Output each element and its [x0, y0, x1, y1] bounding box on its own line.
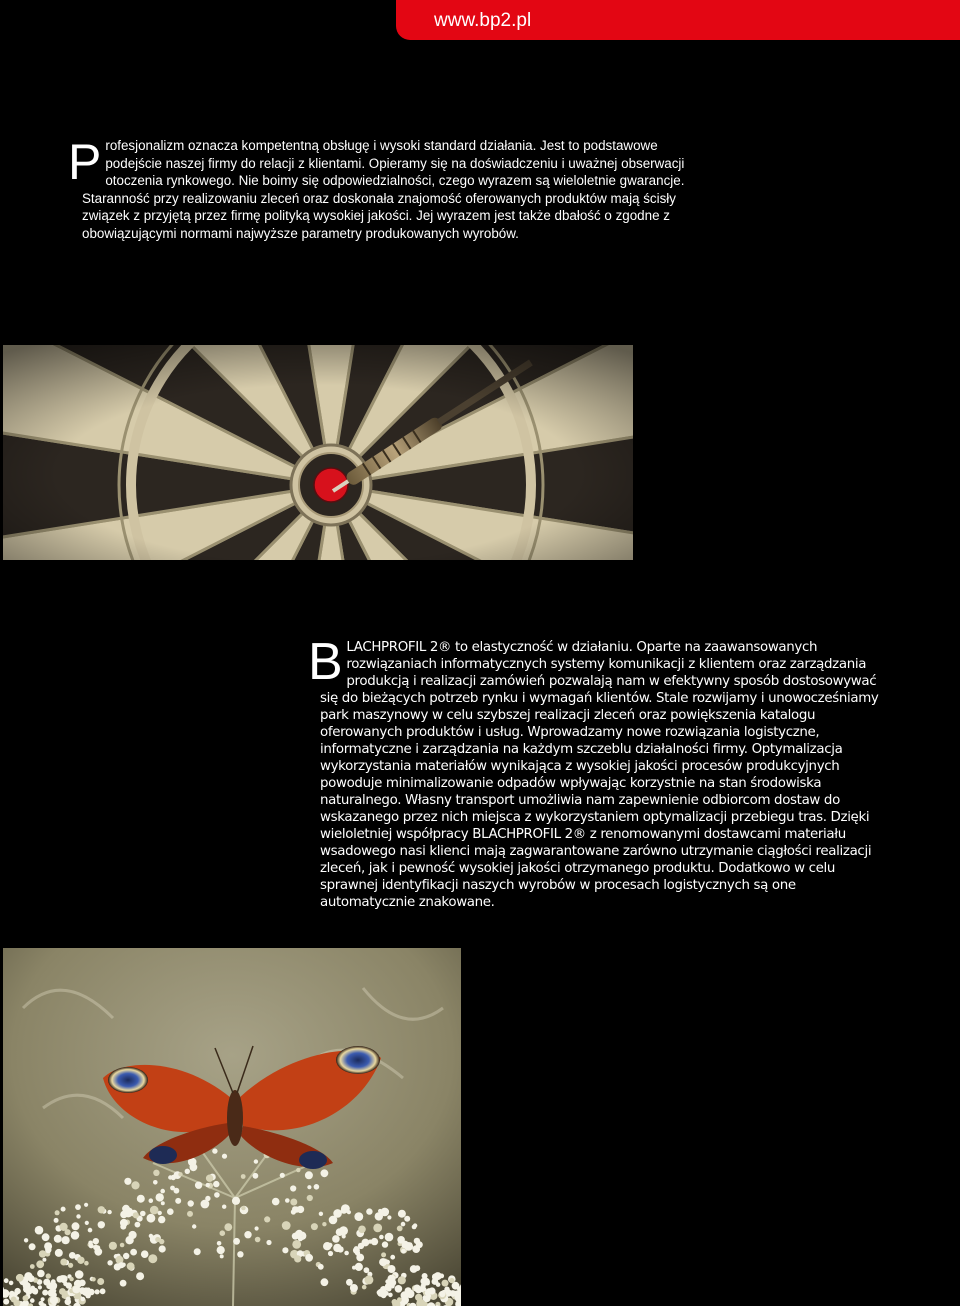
flower-floret	[150, 1206, 159, 1215]
flower-floret	[425, 1290, 430, 1295]
flower-floret	[344, 1251, 349, 1256]
flower-floret	[318, 1264, 324, 1270]
flower-floret	[241, 1174, 246, 1179]
flower-floret	[185, 1169, 190, 1174]
flower-floret	[69, 1252, 76, 1259]
flower-floret	[97, 1278, 104, 1285]
flower-floret	[75, 1204, 81, 1210]
flower-floret	[192, 1224, 196, 1228]
flower-floret	[328, 1251, 333, 1256]
flower-floret	[46, 1273, 51, 1278]
flower-floret	[88, 1289, 95, 1296]
flower-floret	[41, 1297, 45, 1301]
website-url[interactable]: www.bp2.pl	[434, 10, 532, 31]
flower-floret	[98, 1206, 105, 1213]
flower-floret	[332, 1235, 340, 1243]
flower-floret	[61, 1207, 66, 1212]
flower-floret	[107, 1260, 112, 1265]
flower-floret	[224, 1223, 232, 1231]
flower-floret	[362, 1239, 370, 1247]
flower-floret	[319, 1212, 323, 1216]
flower-floret	[85, 1221, 89, 1225]
flower-floret	[321, 1278, 329, 1286]
flower-floret	[387, 1215, 391, 1219]
flower-floret	[212, 1148, 217, 1153]
flower-floret	[42, 1233, 50, 1241]
flower-floret	[36, 1260, 44, 1268]
dartboard-photo	[3, 345, 633, 560]
flower-floret	[77, 1257, 84, 1264]
flower-floret	[454, 1290, 461, 1297]
flower-floret	[255, 1237, 261, 1243]
flower-floret	[89, 1243, 94, 1248]
flower-floret	[432, 1274, 438, 1280]
flower-floret	[39, 1250, 46, 1257]
intro-dropcap: P	[68, 134, 102, 190]
flower-floret	[161, 1201, 165, 1205]
flower-floret	[214, 1192, 220, 1198]
flower-floret	[109, 1242, 117, 1250]
flower-floret	[397, 1236, 405, 1244]
flower-floret	[91, 1277, 95, 1281]
flower-floret	[350, 1284, 358, 1292]
flower-floret	[75, 1270, 84, 1279]
flower-floret	[449, 1278, 454, 1283]
flower-floret	[187, 1211, 193, 1217]
flower-floret	[62, 1236, 70, 1244]
flower-floret	[401, 1291, 409, 1299]
flower-floret	[42, 1290, 48, 1296]
flower-floret	[206, 1175, 213, 1182]
flower-floret	[149, 1198, 154, 1203]
flower-floret	[60, 1259, 67, 1266]
flower-floret	[294, 1255, 301, 1262]
flower-floret	[305, 1171, 313, 1179]
flower-floret	[311, 1223, 318, 1230]
flower-floret	[305, 1254, 313, 1262]
flower-floret	[158, 1216, 165, 1223]
flower-floret	[314, 1184, 320, 1190]
flower-floret	[124, 1178, 131, 1185]
flower-floret	[24, 1238, 28, 1242]
flower-floret	[232, 1197, 240, 1205]
flower-floret	[190, 1163, 198, 1171]
flower-floret	[84, 1203, 88, 1207]
flower-floret	[364, 1275, 373, 1284]
flower-floret	[23, 1282, 31, 1290]
flower-floret	[153, 1170, 159, 1176]
flower-floret	[55, 1249, 63, 1257]
flower-floret	[253, 1173, 259, 1179]
flower-floret	[354, 1212, 363, 1221]
flower-floret	[385, 1260, 390, 1265]
flower-floret	[282, 1247, 288, 1253]
flower-floret	[63, 1282, 68, 1287]
flower-floret	[69, 1277, 73, 1281]
flower-floret	[114, 1263, 121, 1270]
flower-floret	[295, 1230, 303, 1238]
flower-floret	[133, 1212, 139, 1218]
flower-floret	[9, 1281, 14, 1286]
flower-floret	[14, 1288, 20, 1294]
flower-floret	[16, 1274, 24, 1282]
flower-floret	[54, 1218, 59, 1223]
flower-floret	[79, 1280, 86, 1287]
flower-floret	[129, 1231, 137, 1239]
flower-floret	[107, 1210, 111, 1214]
flower-floret	[39, 1301, 44, 1306]
flower-floret	[244, 1231, 251, 1238]
flower-floret	[379, 1235, 384, 1240]
flower-floret	[266, 1240, 271, 1245]
flower-floret	[387, 1275, 395, 1283]
flower-floret	[149, 1234, 153, 1238]
flower-floret	[255, 1226, 259, 1230]
flower-floret	[131, 1181, 139, 1189]
flower-floret	[412, 1225, 417, 1230]
flower-floret	[174, 1188, 180, 1194]
flower-floret	[37, 1270, 45, 1278]
flower-floret	[42, 1258, 46, 1262]
flower-floret	[285, 1198, 290, 1203]
flower-floret	[159, 1239, 164, 1244]
butterfly-photo	[3, 948, 461, 1306]
flower-floret	[401, 1249, 406, 1254]
flower-floret	[415, 1286, 423, 1294]
flower-floret	[120, 1219, 128, 1227]
flower-floret	[80, 1288, 86, 1294]
flower-floret	[123, 1253, 129, 1259]
flower-floret	[127, 1262, 135, 1270]
flower-floret	[378, 1209, 382, 1213]
flower-floret	[168, 1175, 172, 1179]
flower-floret	[35, 1226, 44, 1235]
flower-floret	[137, 1195, 145, 1203]
flower-floret	[341, 1207, 347, 1213]
flower-floret	[442, 1280, 449, 1287]
flower-floret	[49, 1282, 58, 1291]
flower-floret	[222, 1154, 227, 1159]
flower-floret	[195, 1182, 202, 1189]
flower-floret	[241, 1206, 245, 1210]
flower-floret	[159, 1245, 166, 1252]
flower-floret	[292, 1206, 298, 1212]
flower-floret	[72, 1222, 80, 1230]
flower-floret	[364, 1267, 370, 1273]
flower-floret	[382, 1241, 388, 1247]
flower-floret	[323, 1242, 331, 1250]
flower-floret	[127, 1208, 133, 1214]
flower-floret	[3, 1299, 9, 1305]
intro-text: rofesjonalizm oznacza kompetentną obsługę i wysoki standard działania. Jest to podstawowe podejście naszej firmy do relacji z klientami. Opieramy się na doświadczeniu i uważnej obserwacji otoczenia rynkowego. Nie boimy się odpowiedzialności, czego wyrazem są wieloletnie gwarancje. Staranność przy realizowaniu zleceń oraz doskonała znajomość oferowanych produktów mają ścisły związek z przyjętą przez firmę polityką wysokiej jakości. Jej wyrazem jest także dbałość o zgodne z obowiązującymi normami najwyższe parametry produkowanych wyrobów.	[82, 138, 685, 241]
flower-floret	[296, 1168, 300, 1172]
flower-floret	[55, 1210, 60, 1215]
flower-floret	[423, 1280, 427, 1284]
flower-floret	[96, 1245, 100, 1249]
flower-floret	[4, 1278, 9, 1283]
flower-floret	[61, 1275, 65, 1279]
flower-floret	[377, 1290, 382, 1295]
flower-floret	[329, 1216, 338, 1225]
flower-floret	[280, 1173, 285, 1178]
flower-floret	[81, 1297, 86, 1302]
flower-floret	[362, 1285, 367, 1290]
flower-floret	[9, 1291, 15, 1297]
flower-floret	[388, 1265, 396, 1273]
flower-floret	[414, 1265, 420, 1271]
flower-floret	[147, 1214, 156, 1223]
flower-floret	[395, 1285, 403, 1293]
flower-floret	[72, 1285, 80, 1293]
flower-floret	[398, 1210, 406, 1218]
flower-floret	[54, 1235, 62, 1243]
flower-floret	[93, 1238, 99, 1244]
flower-floret	[355, 1263, 363, 1271]
intro-paragraph	[68, 134, 702, 242]
flower-floret	[120, 1211, 127, 1218]
flower-floret	[272, 1198, 280, 1206]
flower-floret	[141, 1250, 149, 1258]
flower-floret	[282, 1221, 291, 1230]
flower-floret	[307, 1195, 313, 1201]
header-url-banner	[396, 0, 960, 40]
flower-floret	[373, 1224, 382, 1233]
flower-floret	[220, 1230, 226, 1236]
flower-floret	[29, 1243, 36, 1250]
flower-floret	[339, 1226, 348, 1235]
body-paragraph	[308, 633, 882, 911]
flower-floret	[321, 1169, 329, 1177]
flower-floret	[160, 1189, 165, 1194]
flower-floret	[65, 1229, 71, 1235]
flower-floret	[201, 1200, 210, 1209]
flower-floret	[290, 1199, 297, 1206]
flower-floret	[401, 1222, 406, 1227]
flower-floret	[264, 1216, 270, 1222]
flower-floret	[167, 1208, 174, 1215]
flower-floret	[398, 1276, 406, 1284]
flower-floret	[358, 1226, 366, 1234]
flower-floret	[120, 1243, 125, 1248]
flower-floret	[50, 1296, 58, 1304]
flower-floret	[28, 1275, 35, 1282]
flower-floret	[30, 1264, 35, 1269]
flower-floret	[120, 1280, 127, 1287]
flower-floret	[95, 1289, 100, 1294]
body-dropcap: B	[308, 633, 343, 691]
flower-floret	[213, 1181, 219, 1187]
flower-floret	[403, 1300, 407, 1304]
flower-floret	[65, 1299, 72, 1306]
flower-floret	[140, 1211, 146, 1217]
flower-floret	[76, 1214, 80, 1218]
flower-floret	[290, 1185, 296, 1191]
flower-floret	[222, 1205, 226, 1209]
flower-floret	[366, 1208, 372, 1214]
flower-floret	[98, 1221, 105, 1228]
flower-floret	[375, 1212, 383, 1220]
flower-floret	[178, 1172, 182, 1176]
flower-floret	[206, 1183, 210, 1187]
flower-floret	[68, 1263, 73, 1268]
flower-floret	[233, 1238, 240, 1245]
flower-floret	[439, 1291, 445, 1297]
flower-floret	[388, 1293, 393, 1298]
flower-floret	[135, 1222, 141, 1228]
flower-floret	[254, 1159, 258, 1163]
flower-floret	[404, 1216, 410, 1222]
flower-floret	[220, 1254, 224, 1258]
flower-floret	[397, 1226, 403, 1232]
flower-floret	[153, 1180, 158, 1185]
flower-floret	[194, 1248, 201, 1255]
flower-floret	[217, 1241, 222, 1246]
flower-floret	[84, 1261, 89, 1266]
flower-floret	[71, 1231, 80, 1240]
flower-floret	[416, 1241, 423, 1248]
flower-floret	[45, 1247, 51, 1253]
flower-floret	[130, 1249, 137, 1256]
flower-floret	[156, 1193, 164, 1201]
flower-floret	[292, 1240, 301, 1249]
flower-floret	[217, 1246, 225, 1254]
flower-floret	[385, 1233, 394, 1242]
flower-floret	[23, 1295, 29, 1301]
flower-floret	[408, 1242, 412, 1246]
flower-floret	[11, 1297, 17, 1303]
flower-floret	[88, 1228, 93, 1233]
flower-floret	[337, 1246, 343, 1252]
flower-floret	[30, 1286, 35, 1291]
flower-floret	[390, 1255, 395, 1260]
flower-floret	[148, 1254, 157, 1263]
flower-floret	[30, 1298, 35, 1303]
flower-floret	[381, 1252, 386, 1257]
flower-floret	[175, 1198, 181, 1204]
flower-floret	[391, 1284, 395, 1288]
flower-floret	[136, 1272, 144, 1280]
flower-floret	[188, 1200, 194, 1206]
flower-floret	[307, 1185, 311, 1189]
flower-floret	[38, 1285, 42, 1289]
flower-floret	[237, 1251, 243, 1257]
flower-floret	[322, 1222, 326, 1226]
flower-floret	[444, 1287, 449, 1292]
flower-floret	[100, 1288, 106, 1294]
body-text: LACHPROFIL 2® to elastyczność w działaniu. Oparte na zaawansowanych rozwiązaniach informatycznych systemy komunikacji z klientem oraz zarządzania produkcją i realizacji zamówień pozwalają nam w efektywny sposób dostosowywać się do bieżących potrzeb rynku i wymagań klientów. Stale rozwijamy i unowocześniamy park maszynowy w celu szybszej realizacji zleceń oraz powiększenia katalogu oferowanych produktów i usług. Wprowadzamy nowe rozwiązania logistyczne, informatyczne i zarządzania na każdym szczeblu działalności firmy. Optymalizacja wykorzystania materiałów wynikająca z wysokiej jakości procesów produkcyjnych powoduje minimalizowanie odpadów wpływając korzystnie na stan środowiska naturalnego. Własny transport umożliwia nam zapewnienie odbiorcom dostaw do wskazanego przez nich miejsca z wykorzystaniem optymalizacji przebiegu tras. Dzięki wieloletniej współpracy BLACHPROFIL 2® z renomowanymi dostawcami materiału wsadowego nasi klienci mają zagwarantowane zarówno utrzymanie ciągłości realizacji zleceń, jak i pewność wysokiej jakości otrzymanego produktu. Dodatkowo w celu sprawnej identyfikacji naszych wyrobów w procesach logistycznych są one automatycznie znakowane.	[320, 640, 879, 910]
